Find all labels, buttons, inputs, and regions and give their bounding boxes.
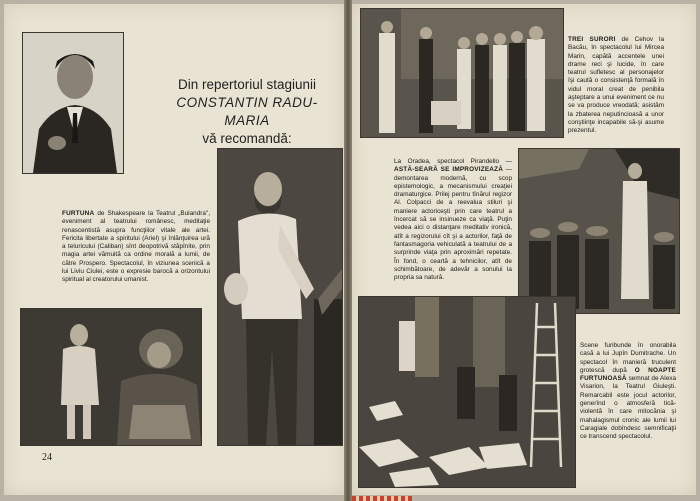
caption-o-noapte-title: O NOAPTE FURTUNOASĂ — [580, 366, 676, 383]
caption-o-noapte-intro: Scene furibunde în onorabila casă a lui Jupîn Dumitrache. Un spectacol în manieră truculent grotescă după — [580, 342, 676, 374]
caption-o-noapte — [580, 342, 676, 442]
o-noapte-furtunoasa-photo — [358, 296, 576, 488]
trei-surori-photo — [360, 8, 564, 138]
page-number: 24 — [42, 452, 52, 463]
caption-pirandello-body: — demontarea modernă, cu scop epistemologic, a mecanismului creaţiei dramaturgice. Prilej pentru tînărul regizor Al. Colpacci de a reevalua stiluri şi maniere actoriceşti prin care teatrul a încercat să se insinueze ca viaţă. Puţin vedea aici o distanţare meditativ ironică, atît a regizorului cît şi a actorilor, faţă de fantasmagoria vehiculată a teatrului de a surprinde viaţa prin aproximări repetate. În fond, o ceartă a tehnicilor, atît de schimbătoare, de adevăr a sonului la propria sa natură. — [394, 166, 512, 282]
furtuna-scene-photo — [20, 308, 202, 446]
book-spine — [344, 0, 352, 501]
caption-furtuna — [62, 210, 210, 285]
caption-pirandello — [394, 158, 512, 282]
page-heading — [158, 76, 336, 148]
heading-line-2: CONSTANTIN RADU-MARIA — [176, 95, 318, 128]
caption-o-noapte-body: semnat de Alexa Visarion, la Teatrul Giuleşti. Remarcabil este jocul actorilor, generînd o atmosferă tică-violentă în care mitocănia şi mahalagismul cronic ale lumii lui Caragiale dobîndesc semnificaţii ce transcend spectacolul. — [580, 375, 676, 441]
pirandello-scene-photo — [518, 148, 680, 314]
caption-pirandello-title: ASTĂ-SEARĂ SE IMPROVIZEAZĂ — [394, 166, 504, 174]
caption-furtuna-title: FURTUNA — [62, 210, 95, 217]
heading-line-1: Din repertoriul stagiunii — [177, 77, 317, 92]
caption-trei-surori-body: de Cehov la Bacău, în spectacolul lui Mircea Marin, capătă accentele unei drame reci şi lucide, în care teatrul sufletesc al personajelor îşi caută o consistenţă formală în vidul moral creat de penibila aşteptare a unui eveniment ce nu se va produce vreodată; asistăm la zbaterea neputincioasă a unor conştiinţe incapabile să-şi asume prezentul. — [568, 36, 665, 135]
caption-trei-surori-title: TREI SURORI — [568, 36, 616, 43]
caption-furtuna-body: de Shakespeare la Teatrul „Bulandra", eveniment al teatrului românesc, meditaţie renascentistă asupra funcţiilor vitale ale artei. Fericita libertate a spiritului (Ariel) şi înlănţuirea ură a teluricului (Caliban) sînt deopotrivă stăpînite, prin magia artei vămuită ca ordine morală a lumii, de către Prospero. Spectacolul, în viziunea scenică a lui Liviu Ciulei, este o expresie barocă a orizontului spiritual al creatorului umanist. — [62, 210, 210, 284]
heading-line-3: vă recomandă: — [202, 131, 292, 146]
furtuna-prospero-photo — [217, 148, 343, 446]
caption-pirandello-intro: La Oradea, spectacol Pirandello — — [394, 158, 512, 165]
caption-trei-surori — [568, 36, 664, 136]
portrait-photo — [22, 32, 124, 174]
binding-tape — [352, 496, 412, 501]
